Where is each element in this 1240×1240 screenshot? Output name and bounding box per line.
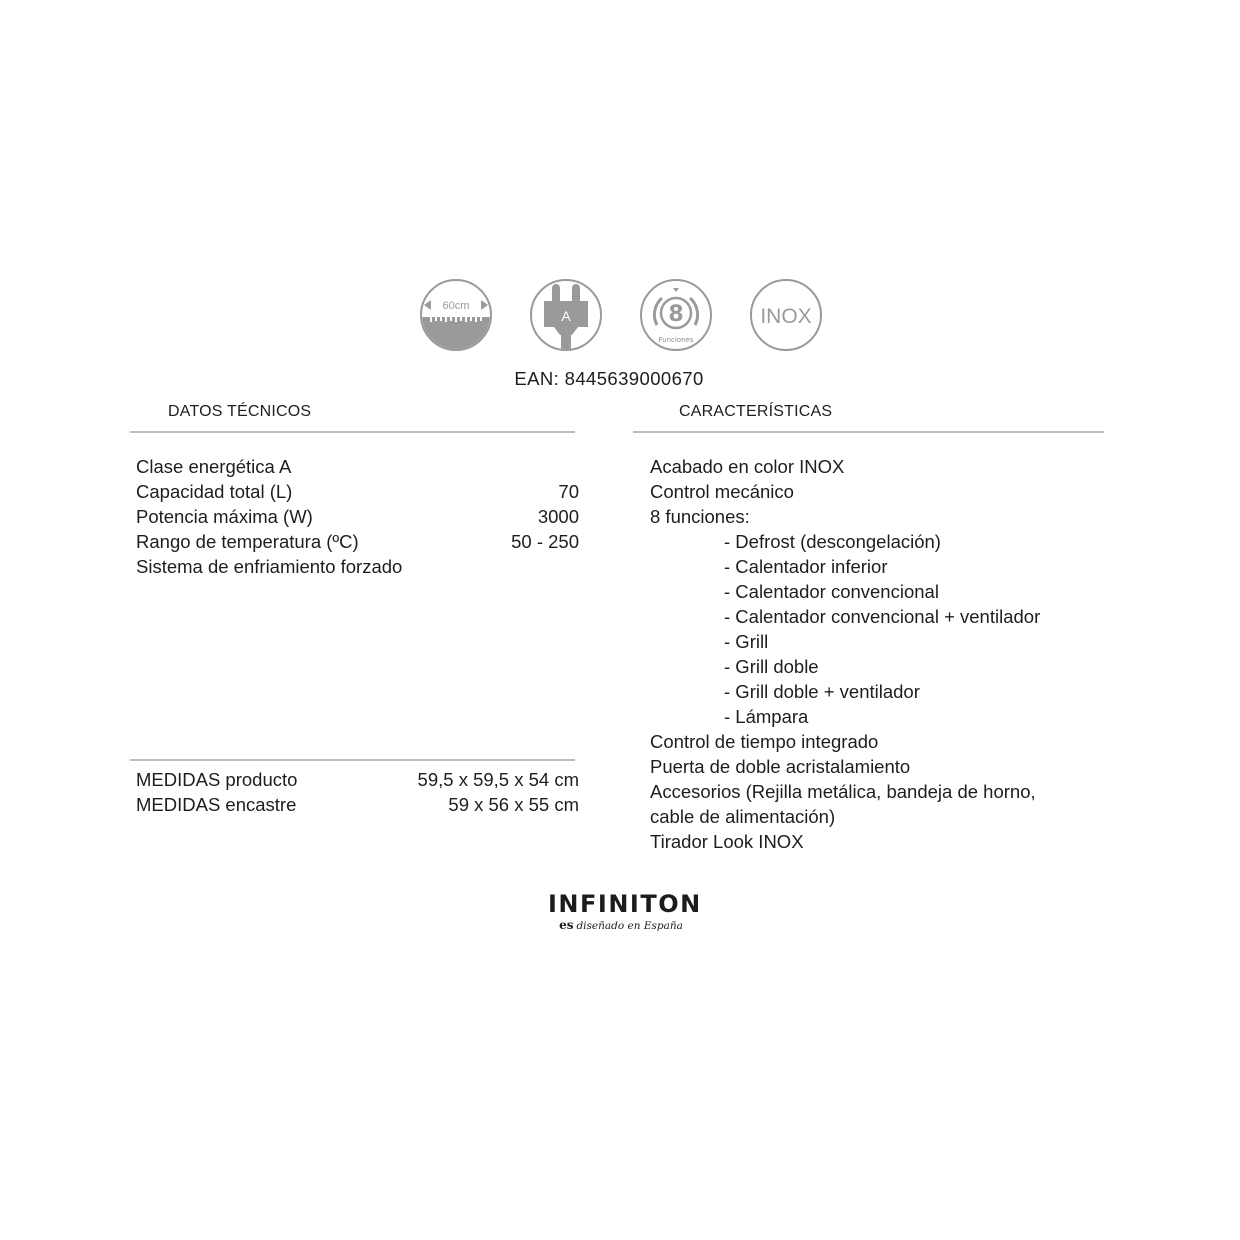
dimension-label: MEDIDAS encastre xyxy=(136,794,297,815)
dimension-row xyxy=(136,767,579,792)
spec-label: Clase energética A xyxy=(136,456,292,477)
energy-plug-icon xyxy=(530,279,602,351)
feature-item: Puerta de doble acristalamiento xyxy=(650,756,911,777)
ean-code: EAN: 8445639000670 xyxy=(514,368,704,389)
spec-label: Sistema de enfriamiento forzado xyxy=(136,556,403,577)
spec-value: 3000 xyxy=(537,506,579,527)
spec-row xyxy=(136,504,579,529)
divider xyxy=(130,431,575,433)
inox-icon xyxy=(750,279,822,351)
svg-text:A: A xyxy=(561,308,571,324)
tagline-text: diseñado en España xyxy=(576,920,683,932)
svg-text:8: 8 xyxy=(668,302,684,327)
specs-list xyxy=(136,454,579,579)
feature-item: Tirador Look INOX xyxy=(650,831,804,852)
feature-icons xyxy=(0,279,1240,351)
spec-label: Capacidad total (L) xyxy=(136,481,293,502)
dimension-row xyxy=(136,792,579,817)
function-item: - Calentador convencional xyxy=(724,581,939,602)
function-item: - Calentador convencional + ventilador xyxy=(724,606,1041,627)
svg-text:Funciones: Funciones xyxy=(658,336,694,344)
svg-text:INOX: INOX xyxy=(760,305,812,328)
function-item: - Lámpara xyxy=(724,706,809,727)
feature-item: cable de alimentación) xyxy=(650,806,836,827)
spec-label: Potencia máxima (W) xyxy=(136,506,313,527)
function-item: - Grill doble xyxy=(724,656,819,677)
datos-tecnicos-title: DATOS TÉCNICOS xyxy=(168,403,312,420)
svg-text:60cm: 60cm xyxy=(442,300,470,312)
spec-row xyxy=(136,479,579,504)
dimensions-list xyxy=(136,767,579,817)
spec-row xyxy=(136,529,579,554)
feature-item: Acabado en color INOX xyxy=(650,456,845,477)
spec-label: Rango de temperatura (ºC) xyxy=(136,531,359,552)
feature-item: Control de tiempo integrado xyxy=(650,731,879,752)
feature-item: Control mecánico xyxy=(650,481,794,502)
dimension-label: MEDIDAS producto xyxy=(136,769,298,790)
eight-functions-icon xyxy=(640,279,712,351)
function-item: - Calentador inferior xyxy=(724,556,888,577)
brand-logo xyxy=(548,890,702,933)
brand-tagline xyxy=(548,918,694,933)
width-60cm-icon xyxy=(420,279,492,351)
divider xyxy=(130,759,575,761)
es-mark: es xyxy=(559,918,574,932)
divider xyxy=(633,431,1104,433)
feature-item: Accesorios (Rejilla metálica, bandeja de horno, xyxy=(650,781,1036,802)
spec-row xyxy=(136,454,579,479)
function-item: - Grill doble + ventilador xyxy=(724,681,920,702)
brand-name: INFINITON xyxy=(548,890,702,918)
spec-row xyxy=(136,554,579,579)
caracteristicas-title: CARACTERÍSTICAS xyxy=(679,403,833,420)
feature-item: 8 funciones: xyxy=(650,506,750,527)
features-list xyxy=(650,454,1130,854)
dimension-value: 59 x 56 x 55 cm xyxy=(448,794,579,815)
dimension-value: 59,5 x 59,5 x 54 cm xyxy=(417,769,579,790)
function-item: - Grill xyxy=(724,631,769,652)
spec-value: 70 xyxy=(558,481,579,502)
spec-value: 50 - 250 xyxy=(511,531,579,552)
function-item: - Defrost (descongelación) xyxy=(724,531,941,552)
